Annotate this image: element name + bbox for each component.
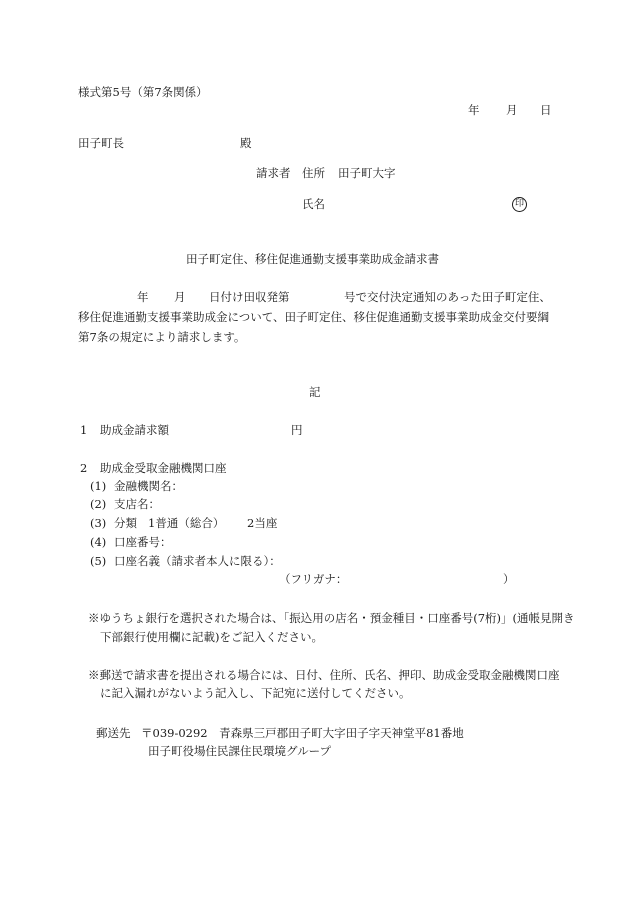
sub3-label: 分類 [114,516,137,530]
addressee-honorific: 殿 [240,136,252,150]
ki-heading: 記 [309,385,321,399]
body-ref-suffix: 号で交付決定通知のあった田子町定住、 [344,290,551,304]
note1-line-2: 下部銀行使用欄に記載)をご記入ください。 [100,630,323,644]
date-month: 月 [506,103,518,117]
mail-label: 郵送先 [96,726,131,740]
body-month: 月 [174,290,186,304]
sub2-label: 支店名： [114,497,160,511]
sub1-number: (1) [90,479,107,493]
requester-label: 請求者 [256,166,291,180]
sub3-option-1: 1普通（総合） [148,516,225,530]
form-number: 様式第5号（第7条関係） [78,85,208,99]
seal-mark [512,196,527,212]
mail-department: 田子町役場住民課住民環境グループ [148,744,332,758]
note2-line-2: に記入漏れがないよう記入し、下記宛に送付してください。 [100,686,411,700]
requester-name-label: 氏名 [302,197,325,211]
requester-address-value: 田子町大字 [338,166,396,180]
mail-address: 〒039-0292 青森県三戸郡田子町大字田子字天神堂平81番地 [141,726,464,740]
item1-label: 助成金請求額 [100,423,169,437]
document-title: 田子町定住、移住促進通勤支援事業助成金請求書 [186,252,439,266]
date-year: 年 [468,103,480,117]
sub2-number: (2) [90,497,107,511]
note2-line-1: ※郵送で請求書を提出される場合には、日付、住所、氏名、押印、助成金受取金融機関口座 [88,668,560,682]
sub4-label: 口座番号： [114,535,172,549]
body-ref-prefix: 日付け田収発第 [209,290,290,304]
item2-label: 助成金受取金融機関口座 [100,461,227,475]
furigana-close: ） [503,572,515,586]
addressee-name: 田子町長 [78,136,124,150]
body-line-3: 第7条の規定により請求します。 [78,330,246,344]
item1-number: 1 [80,423,88,437]
body-line-2: 移住促進通勤支援事業助成金について、田子町定住、移住促進通勤支援事業助成金交付要綱 [78,310,550,324]
seal-icon: 印 [512,197,527,212]
item1-unit: 円 [291,423,303,437]
sub1-label: 金融機関名： [114,479,183,493]
sub3-option-2: 2当座 [247,516,278,530]
body-year: 年 [137,290,149,304]
sub3-number: (3) [90,516,107,530]
note1-line-1: ※ゆうちょ銀行を選択された場合は、「振込用の店名・預金種目・口座番号(7桁)」(通帳見開き [88,611,575,625]
furigana-open: （フリガナ： [279,572,348,586]
item2-number: 2 [80,461,88,475]
requester-address-label: 住所 [302,166,325,180]
sub5-label: 口座名義（請求者本人に限る）： [114,554,281,568]
date-day: 日 [540,103,552,117]
sub5-number: (5) [90,554,107,568]
sub4-number: (4) [90,535,107,549]
